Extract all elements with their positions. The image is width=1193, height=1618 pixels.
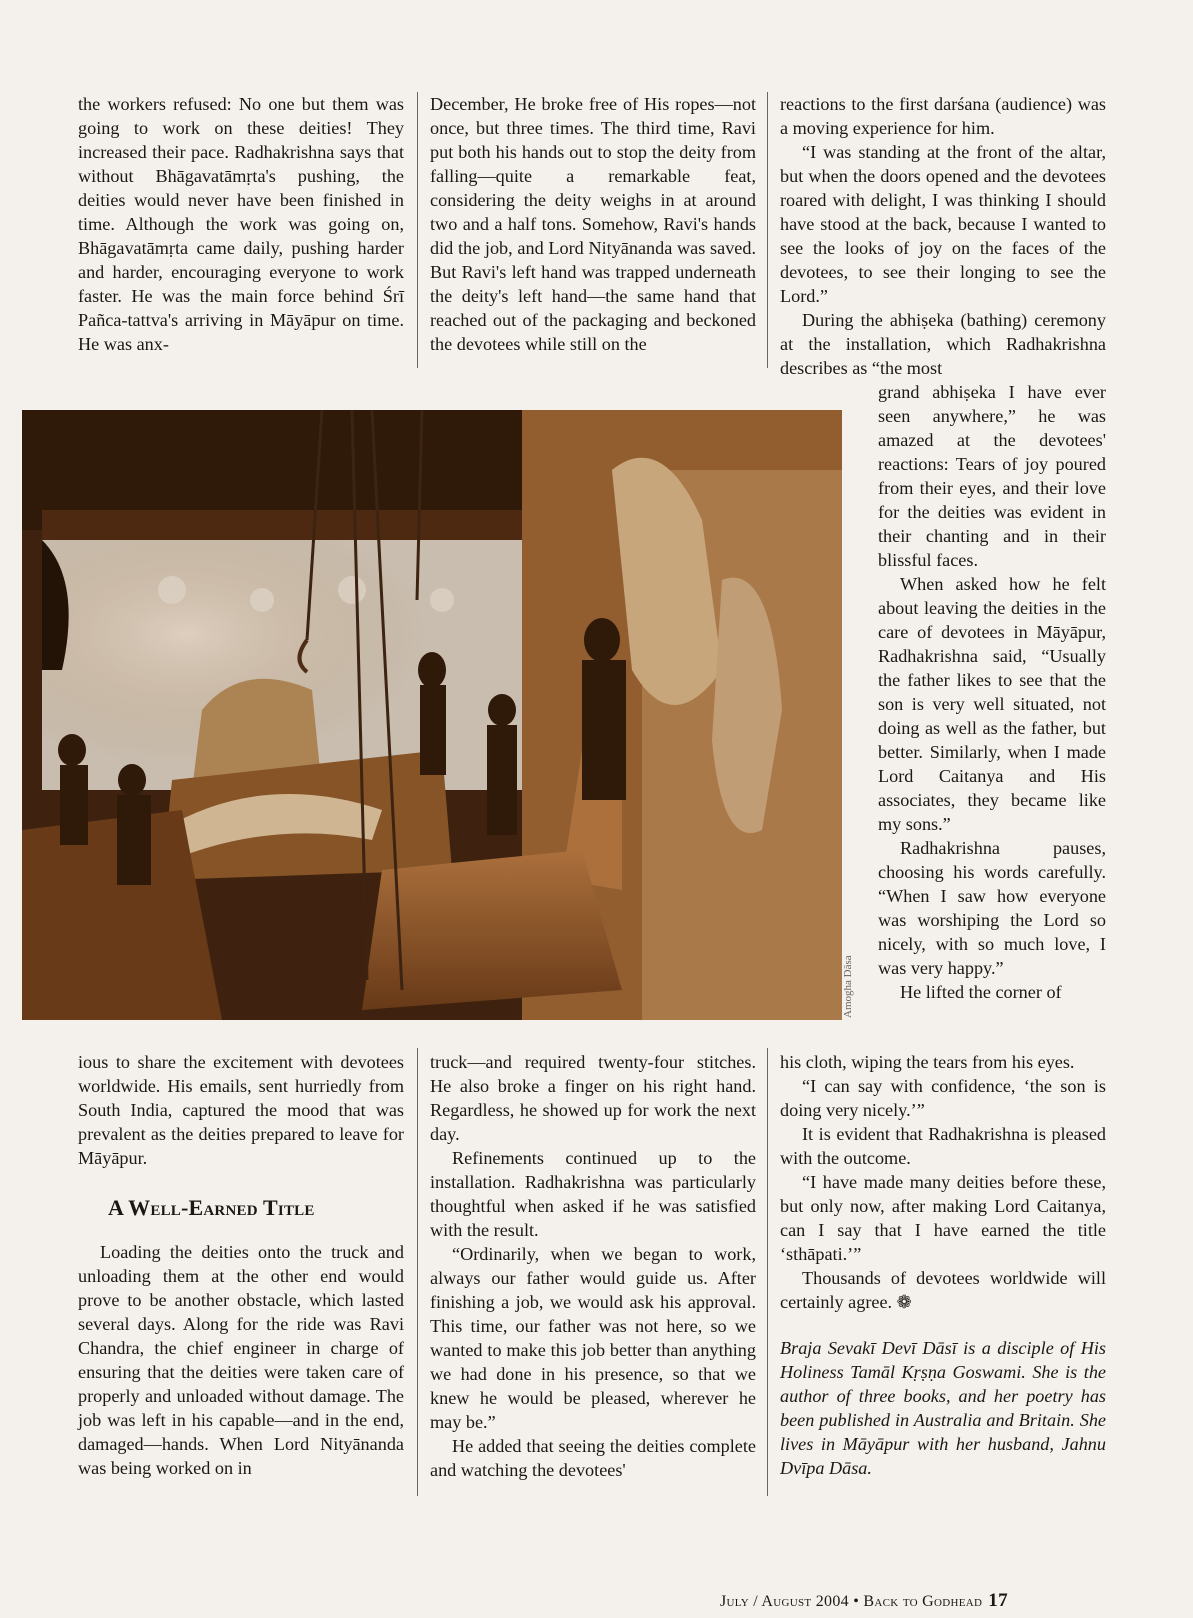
- column-3-top: [780, 92, 1106, 380]
- paragraph: He added that seeing the deities complete and watching the devotees': [430, 1436, 756, 1480]
- paragraph: Loading the deities onto the truck and unloading them at the other end would prove to be another obstacle, which lasted several days. Along for the ride was Ravi Chandra, the chief engineer in charge of ensuring that the deities were taken care of properly and unloaded without damage. The job was left in his capable—and in the end, damaged—hands. When Lord Nityānanda was being worked on in: [78, 1242, 404, 1478]
- paragraph: During the abhiṣeka (bathing) ceremony at the installation, which Radhakrishna describes as “the most: [780, 310, 1106, 378]
- paragraph: Radhakrishna pauses, choosing his words carefully. “When I saw how everyone was worshiping the Lord so nicely, with so much love, I was very happy.”: [878, 838, 1106, 978]
- column-rule: [767, 92, 768, 368]
- article-photo: [22, 410, 842, 1020]
- page-footer: [720, 1590, 1008, 1612]
- issue-line: July / August 2004 • Back to Godhead: [720, 1593, 983, 1610]
- column-2-bottom: [430, 1050, 756, 1482]
- photo-illustration: [22, 410, 842, 1020]
- column-rule: [417, 1048, 418, 1496]
- column-rule: [767, 1048, 768, 1496]
- paragraph: Thousands of devotees worldwide will certainly agree. ❁: [780, 1268, 1106, 1312]
- paragraph: the workers refused: No one but them was going to work on these deities! They increased their pace. Radhakrishna says that without Bhāgavatāmṛta's pushing, the deities would never have been finished in time. Although the work was going on, Bhāgavatāmṛta came daily, pushing harder and harder, encouraging everyone to work faster. He was the main force behind Śrī Pañca-tattva's arriving in Māyāpur on time. He was anx-: [78, 94, 404, 354]
- column-3-narrow: [878, 380, 1106, 1004]
- paragraph: truck—and required twenty-four stitches. He also broke a finger on his right hand. Regardless, he showed up for work the next day.: [430, 1052, 756, 1144]
- paragraph: his cloth, wiping the tears from his eyes.: [780, 1052, 1075, 1072]
- paragraph: grand abhiṣeka I have ever seen anywhere,” he was amazed at the devotees' reactions: Tears of joy poured from their eyes, and their love for the deities was evident in their chanting and in their blissful faces.: [878, 382, 1106, 570]
- column-1-section: [78, 1240, 404, 1480]
- photo-credit: Amogha Dāsa: [842, 955, 854, 1018]
- paragraph: When asked how he felt about leaving the deities in the care of devotees in Māyāpur, Radhakrishna said, “Usually the father likes to see that the son is very well situated, not doing as well as the father, but better. Similarly, when I made Lord Caitanya and His associates, they became like my sons.”: [878, 574, 1106, 834]
- column-rule: [417, 92, 418, 368]
- author-bio: Braja Sevakī Devī Dāsī is a disciple of His Holiness Tamāl Kṛṣṇa Goswami. She is the author of three books, and her poetry has been published in Australia and Britain. She lives in Māyāpur with her husband, Jahnu Dvīpa Dāsa.: [780, 1338, 1106, 1478]
- paragraph: December, He broke free of His ropes—not once, but three times. The third time, Ravi put both his hands out to stop the deity from falling—quite a remarkable feat, considering the deity weighs in at around two and a half tons. Somehow, Ravi's hands did the job, and Lord Nityānanda was saved. But Ravi's left hand was trapped underneath the deity's left hand—the same hand that reached out of the packaging and beckoned the devotees while still on the: [430, 94, 756, 354]
- paragraph: reactions to the first darśana (audience) was a moving experience for him.: [780, 94, 1106, 138]
- paragraph: ious to share the excitement with devotees worldwide. His emails, sent hurriedly from South India, captured the mood that was prevalent as the deities prepared to leave for Māyāpur.: [78, 1052, 404, 1168]
- paragraph: Refinements continued up to the installation. Radhakrishna was particularly thoughtful when asked if he was satisfied with the result.: [430, 1148, 756, 1240]
- paragraph: He lifted the corner of: [900, 982, 1062, 1002]
- section-heading: A Well-Earned Title: [108, 1195, 315, 1220]
- page-number: 17: [988, 1590, 1008, 1611]
- paragraph: “I have made many deities before these, but only now, after making Lord Caitanya, can I say that I have earned the title ‘sthāpati.’”: [780, 1172, 1106, 1264]
- column-1-top: [78, 92, 404, 356]
- paragraph: “I can say with confidence, ‘the son is doing very nicely.’”: [780, 1076, 1106, 1120]
- column-1-after-photo: [78, 1050, 404, 1170]
- paragraph: “Ordinarily, when we began to work, always our father would guide us. After finishing a job, we would ask his approval. This time, our father was not here, so we wanted to make this job better than anything we had done in his presence, so that we knew he would be pleased, wherever he may be.”: [430, 1244, 756, 1432]
- column-3-bottom: [780, 1050, 1106, 1480]
- column-2-top: [430, 92, 756, 356]
- paragraph: It is evident that Radhakrishna is pleased with the outcome.: [780, 1124, 1106, 1168]
- paragraph: “I was standing at the front of the altar, but when the doors opened and the devotees roared with delight, I was thinking I should have stood at the back, because I wanted to see the looks of joy on the faces of the devotees, to see their longing to see the Lord.”: [780, 142, 1106, 306]
